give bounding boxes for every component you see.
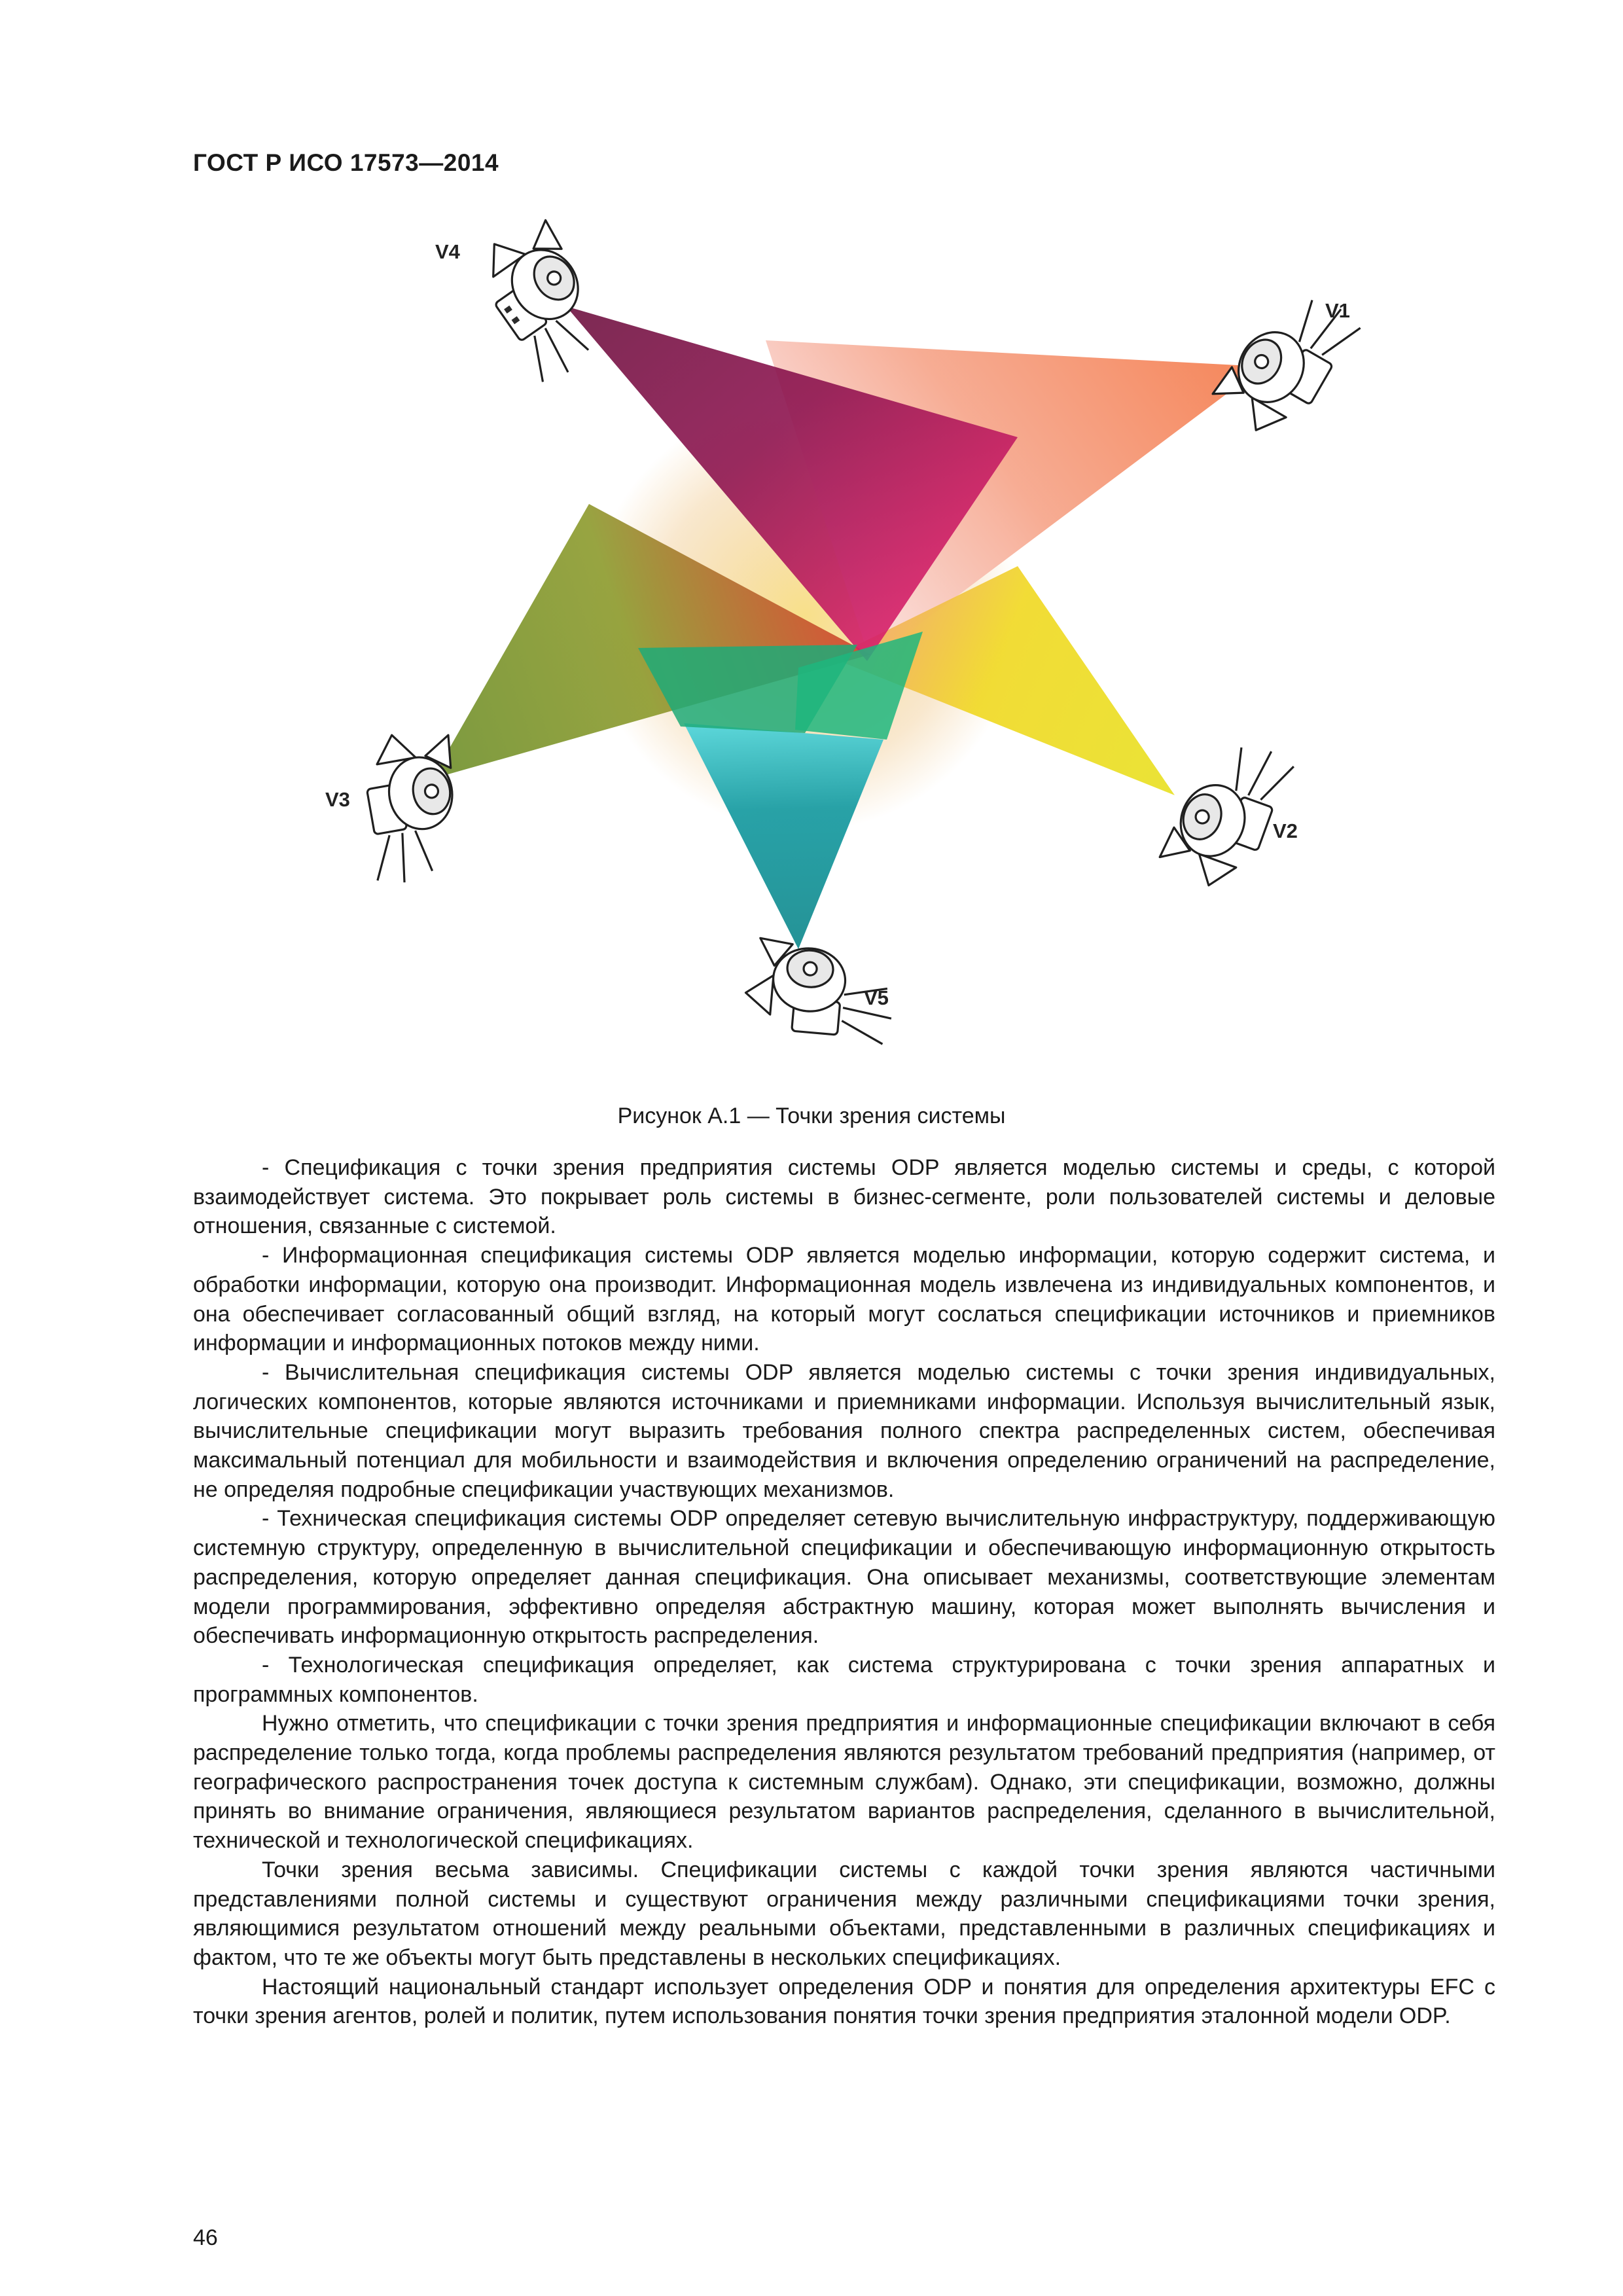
document-header: ГОСТ Р ИСО 17573—2014 (193, 149, 499, 176)
v2-projector-icon (1156, 728, 1296, 899)
v4-projector-icon (462, 216, 624, 387)
paragraph: - Технологическая спецификация определяет, как система структурирована с точки зрения аппаратных и программных компонентов. (193, 1652, 1495, 1707)
viewpoints-figure (301, 216, 1414, 1113)
v2-label: V2 (1273, 819, 1298, 842)
body-text (193, 1153, 1495, 2031)
v5-beam (684, 723, 883, 949)
page-number: 46 (193, 2225, 218, 2250)
paragraph: - Техническая спецификация системы ODP определяет сетевую вычислительную инфраструктуру, поддерживающую системную структуру, определенную в вычислительной спецификации и обеспечивающую информационную открытость распределения, которую определяет данная спецификация. Она описывает механизмы, соответствующие элементам модели программирования, эффективно определяя абстрактную машину, которая может выполнять вычисления и обеспечивать информационную открытость распределения. (193, 1506, 1495, 1649)
paragraph: - Вычислительная спецификация системы ODP является моделью системы с точки зрения индивидуальных, логических компонентов, которые являются источниками и приемниками информации. Используя вычислительный язык, вычислительные спецификации могут выразить требования полного спектра распределенных систем, обеспечивая максимальный потенциал для мобильности и взаимодействия и включения определению ограничений на распределение, не определяя подробные спецификации участвующих механизмов. (193, 1359, 1495, 1502)
paragraph: - Спецификация с точки зрения предприятия системы ODP является моделью системы и среды, с которой взаимодействует система. Это покрывает роль системы в бизнес-сегменте, роли пользователей системы и деловые отношения, связанные с системой. (193, 1155, 1495, 1239)
paragraph: Точки зрения весьма зависимы. Спецификации системы с каждой точки зрения являются частичными представлениями полной системы и существуют ограничения между различными спецификациями точки зрения, являющимися результатом отношений между реальными объектами, представленными в различных спецификациях и фактом, что те же объекты могут быть представлены в нескольких спецификациях. (193, 1857, 1495, 1970)
v4-label: V4 (435, 240, 460, 263)
paragraph: Настоящий национальный стандарт использует определения ODP и понятия для определения архитектуры EFC с точки зрения агентов, ролей и политик, путем использования понятия точки зрения предприятия эталонной модели ODP. (193, 1974, 1495, 2029)
paragraph: - Информационная спецификация системы ODP является моделью информации, которую содержит система, и обработки информации, которую она производит. Информационная модель извлечена из индивидуальных компонентов, и она обеспечивает согласованный общий взгляд, на который могут сослаться спецификации источников и приемников информации и информационных потоков между ними. (193, 1243, 1495, 1356)
viewpoints-illustration (301, 216, 1414, 1113)
paragraph: Нужно отметить, что спецификации с точки зрения предприятия и информационные спецификации включают в себя распределение только тогда, когда проблемы распределения являются результатом требований предприятия (например, от географического распространения точек доступа к системным службам). Однако, эти спецификации, возможно, должны принять во внимание ограничения, являющиеся результатом вариантов распределения, сделанного в вычислительной, технической и технологической спецификациях. (193, 1711, 1495, 1854)
v5-label: V5 (864, 986, 889, 1009)
v3-label: V3 (325, 788, 350, 811)
v1-label: V1 (1325, 299, 1350, 322)
figure-caption: Рисунок А.1 — Точки зрения системы (617, 1103, 1006, 1128)
